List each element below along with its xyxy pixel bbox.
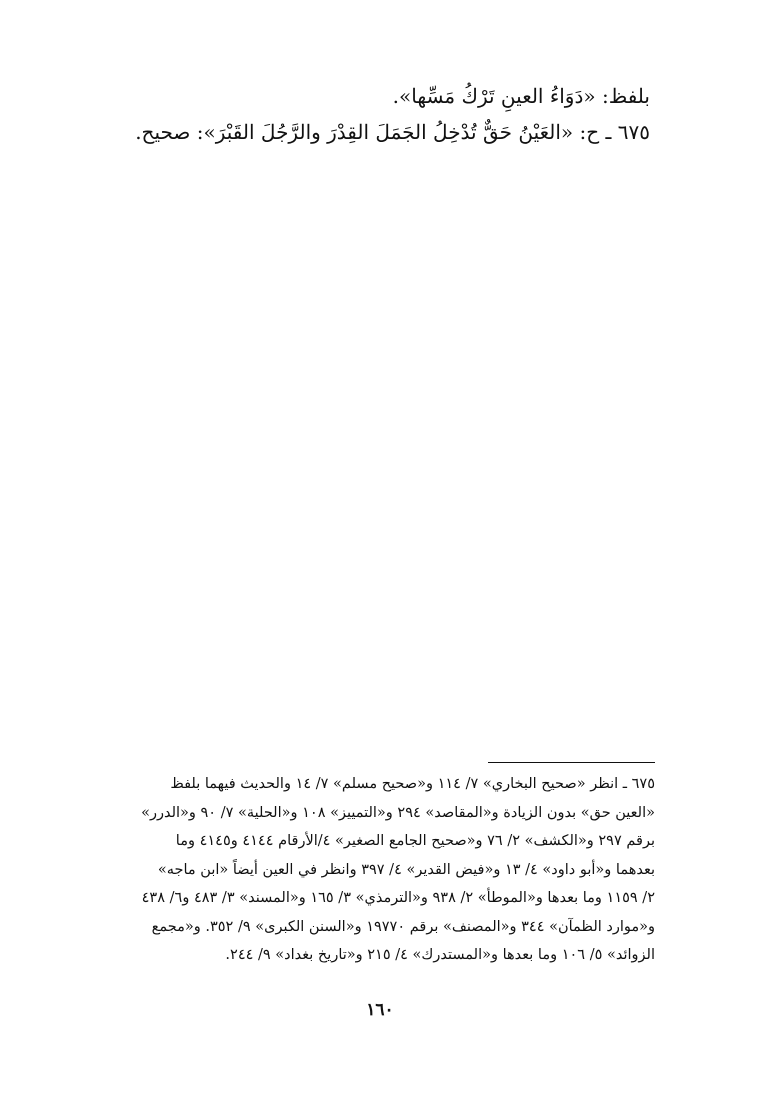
hadith-675-line: ٦٧٥ ـ ح: «العَيْنُ حَقٌّ تُدْخِلُ الجَمَلَ القِدْرَ والرَّجُلَ القَبْرَ»: صحيح.: [135, 120, 650, 144]
footnote: [78, 770, 655, 970]
footnote-line: ٦٧٥ ـ انظر «صحيح البخاري» ٧/ ١١٤ و«صحيح مسلم» ٧/ ١٤ والحديث فيهما بلفظ: [170, 776, 655, 792]
page-number: ١٦٠: [366, 1000, 394, 1020]
footnote-line: ٢/ ١١٥٩ وما بعدها و«الموطأ» ٢/ ٩٣٨ و«الترمذي» ٣/ ١٦٥ و«المسند» ٣/ ٤٨٣ و٦/ ٤٣٨: [141, 890, 655, 906]
main-text-line: بلفظ: «دَوَاءُ العينِ تَرْكُ مَسِّها».: [392, 84, 650, 108]
footnote-line: برقم ٢٩٧ و«الكشف» ٢/ ٧٦ و«صحيح الجامع الصغير» ٤/الأرقام ٤١٤٤ و٤١٤٥ وما: [175, 833, 655, 849]
main-text: [135, 78, 650, 150]
footnote-line: بعدهما و«أبو داود» ٤/ ١٣ و«فيض القدير» ٤/ ٣٩٧ وانظر في العين أيضاً «ابن ماجه»: [157, 861, 655, 878]
footnote-line: الزوائد» ٥/ ١٠٦ وما بعدها و«المستدرك» ٤/ ٢١٥ و«تاريخ بغداد» ٩/ ٢٤٤.: [225, 947, 655, 963]
footnote-line: «العين حق» بدون الزيادة و«المقاصد» ٢٩٤ و«التمييز» ١٠٨ و«الحلية» ٧/ ٩٠ و«الدرر»: [141, 804, 655, 821]
footnote-separator: [488, 762, 655, 763]
footnote-line: و«موارد الظمآن» ٣٤٤ و«المصنف» برقم ١٩٧٧٠ و«السنن الكبرى» ٩/ ٣٥٢. و«مجمع: [151, 918, 655, 935]
